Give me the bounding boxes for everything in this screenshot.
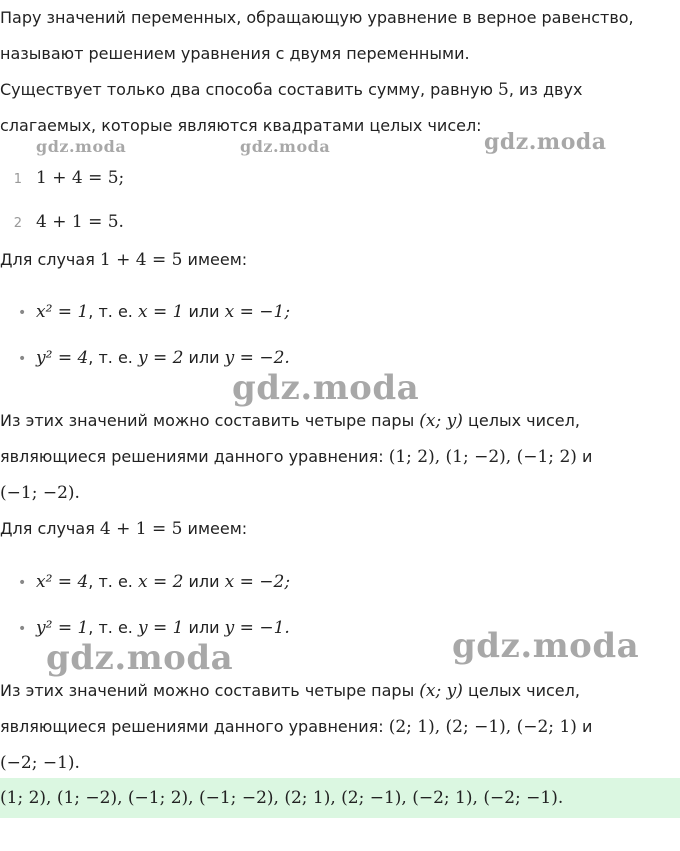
sum-value: 5 xyxy=(498,80,509,100)
case1-para-1 xyxy=(0,409,580,433)
text: Из этих значений можно составить четыре пары xyxy=(0,411,420,430)
case2-para-3 xyxy=(0,751,80,775)
case1-para-3 xyxy=(0,481,80,505)
math: x = 1 xyxy=(137,302,184,322)
case2-heading-b: имеем: xyxy=(182,519,248,538)
math: y = −2. xyxy=(224,348,290,368)
math: x² = 1 xyxy=(36,302,89,322)
case1-heading-expr: 1 + 4 = 5 xyxy=(99,250,183,270)
text: или xyxy=(183,618,225,637)
list-marker: 2 xyxy=(13,216,22,231)
text: или xyxy=(183,302,225,321)
text: Из этих значений можно составить четыре пары xyxy=(0,681,420,700)
intro-line-3 xyxy=(0,78,582,102)
math: x = −1; xyxy=(224,302,291,322)
bullet-dot: • xyxy=(18,351,27,367)
math: y² = 1 xyxy=(36,618,89,638)
math: x² = 4 xyxy=(36,572,89,592)
math: (1; 2), (1; −2), (−1; 2) xyxy=(388,447,577,467)
answer-text: (1; 2), (1; −2), (−1; 2), (−1; −2), (2; 1), (2; −1), (−2; 1), (−2; −1). xyxy=(0,788,564,808)
intro-line-4: слагаемых, которые являются квадратами целых чисел: xyxy=(0,116,482,135)
text: и xyxy=(576,717,593,736)
math: (x; y) xyxy=(419,681,463,701)
math: y = 1 xyxy=(137,618,184,638)
intro-line-3c: , из двух xyxy=(508,80,583,99)
case2-heading-a: Для случая xyxy=(0,519,100,538)
intro-line-2: называют решением уравнения с двумя переменными. xyxy=(0,44,470,63)
text: являющиеся решениями данного уравнения: xyxy=(0,447,389,466)
case1-heading-b: имеем: xyxy=(182,250,248,269)
watermark: gdz.moda xyxy=(232,368,420,408)
math: (−2; −1). xyxy=(0,753,80,773)
case2-heading xyxy=(0,517,247,541)
math: (2; 1), (2; −1), (−2; 1) xyxy=(388,717,577,737)
math: y = 2 xyxy=(137,348,184,368)
watermark: gdz.moda xyxy=(452,626,640,666)
case2-para-2 xyxy=(0,715,592,739)
case1-heading-a: Для случая xyxy=(0,250,100,269)
text: целых чисел, xyxy=(462,411,580,430)
text: целых чисел, xyxy=(462,681,580,700)
intro-line-3a: Существует только два способа составить сумму, равную xyxy=(0,80,498,99)
math: x = 2 xyxy=(137,572,184,592)
math: x = −2; xyxy=(224,572,291,592)
list-item xyxy=(0,166,124,192)
text: и xyxy=(576,447,593,466)
sum-expression: 4 + 1 = 5. xyxy=(36,212,124,232)
text: , т. е. xyxy=(88,572,138,591)
case2-para-1 xyxy=(0,679,580,703)
intro-line-1: Пару значений переменных, обращающую уравнение в верное равенство, xyxy=(0,8,634,27)
math: (x; y) xyxy=(419,411,463,431)
case2-bullet-1 xyxy=(0,570,290,595)
math: y = −1. xyxy=(224,618,290,638)
bullet-dot: • xyxy=(18,305,27,321)
case1-heading xyxy=(0,248,247,272)
bullet-dot: • xyxy=(18,621,27,637)
case2-heading-expr: 4 + 1 = 5 xyxy=(99,519,183,539)
text: или xyxy=(183,572,225,591)
math: (−1; −2). xyxy=(0,483,80,503)
list-item xyxy=(0,210,124,236)
math: y² = 4 xyxy=(36,348,89,368)
text: являющиеся решениями данного уравнения: xyxy=(0,717,389,736)
watermark: gdz.moda xyxy=(46,638,234,678)
text: , т. е. xyxy=(88,302,138,321)
list-marker: 1 xyxy=(13,172,22,187)
text: , т. е. xyxy=(88,618,138,637)
case1-bullet-1 xyxy=(0,300,290,325)
text: , т. е. xyxy=(88,348,138,367)
bullet-dot: • xyxy=(18,575,27,591)
watermark: gdz.moda xyxy=(36,137,127,156)
case1-para-2 xyxy=(0,445,592,469)
watermark: gdz.moda xyxy=(484,129,607,155)
watermark: gdz.moda xyxy=(240,137,331,156)
sum-expression: 1 + 4 = 5; xyxy=(36,168,125,188)
text: или xyxy=(183,348,225,367)
